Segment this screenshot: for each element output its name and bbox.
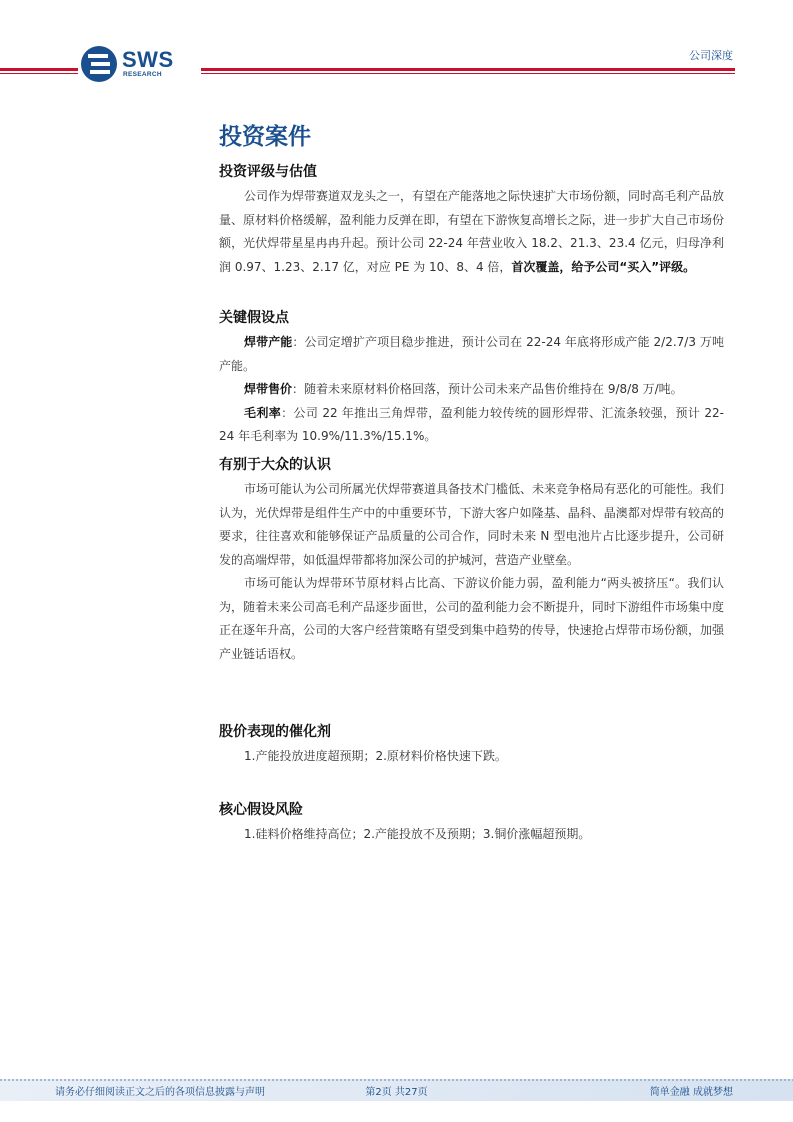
report-type: 公司深度	[689, 49, 733, 62]
risk-heading: 核心假设风险	[219, 802, 303, 818]
rating-conclusion: 首次覆盖，给予公司“买入”评级。	[511, 259, 696, 274]
risk-section	[219, 800, 724, 847]
page-number: 第2页 共27页	[365, 1087, 428, 1098]
assumptions-heading: 关键假设点	[219, 310, 289, 326]
rating-section	[219, 162, 724, 279]
catalyst-section	[219, 722, 724, 769]
page-title: 投资案件	[219, 124, 311, 150]
header-rule-right-thin	[201, 73, 735, 74]
assumption-item	[219, 331, 724, 378]
footer-slogan: 简单金融 成就梦想	[649, 1087, 733, 1098]
header-rule-right	[201, 68, 735, 71]
catalyst-heading: 股价表现的催化剂	[219, 724, 331, 740]
risk-text: 1.硅料价格维持高位；2.产能投放不及预期；3.铜价涨幅超预期。	[244, 827, 591, 841]
sws-logo-icon	[80, 45, 118, 83]
assumption-item	[219, 378, 724, 402]
logo-subtext: RESEARCH	[123, 71, 162, 78]
different-view-heading: 有别于大众的认识	[219, 457, 331, 473]
catalyst-text: 1.产能投放进度超预期；2.原材料价格快速下跌。	[244, 749, 507, 763]
assumption-label: 焊带售价	[244, 382, 293, 396]
header-rule-left-thin	[0, 73, 78, 74]
different-view-section	[219, 455, 724, 666]
header-rule-left	[0, 68, 78, 71]
assumptions-section	[219, 308, 724, 449]
assumption-item	[219, 402, 724, 449]
assumption-label: 焊带产能	[244, 335, 293, 349]
footer-disclaimer: 请务必仔细阅读正文之后的各项信息披露与声明	[55, 1087, 265, 1098]
rating-text: 公司作为焊带赛道双龙头之一，有望在产能落地之际快速扩大市场份额，同时高毛利产品放量、原材料价格缓解，盈利能力反弹在即，有望在下游恢复高增长之际，进一步扩大自己市场份额，光伏焊带星星冉冉升起。预计公司 22-24 年营业收入 18.2、21.3、23.4 亿元，归母净利润 0.97、1.23、2.17 亿，对应 PE 为 10、8、4 倍，	[219, 189, 725, 274]
assumption-text: ：公司 22 年推出三角焊带，盈利能力较传统的圆形焊带、汇流条较强，预计 22-24 年毛利率为 10.9%/11.3%/15.1%。	[219, 405, 724, 443]
assumption-label: 毛利率	[244, 405, 282, 420]
rating-heading: 投资评级与估值	[219, 164, 317, 180]
assumption-text: ：公司定增扩产项目稳步推进，预计公司在 22-24 年底将形成产能 2/2.7/3 万吨产能。	[219, 335, 724, 373]
logo-text: SWS	[122, 47, 174, 72]
assumption-text: ：随着未来原材料价格回落，预计公司未来产品售价维持在 9/8/8 万/吨。	[292, 382, 683, 396]
footer-bar	[0, 1079, 793, 1101]
rating-paragraph	[219, 185, 724, 279]
different-view-paragraph-1: 市场可能认为公司所属光伏焊带赛道具备技术门槛低、未来竞争格局有恶化的可能性。我们认为，光伏焊带是组件生产中的中重要环节，下游大客户如隆基、晶科、晶澳都对焊带有较高的要求，往往喜欢和能够保证产品质量的公司合作，同时未来 N 型电池片占比逐步提升，公司研发的高端焊带，如低温焊带都将加深公司的护城河，营造产业壁垒。	[219, 482, 725, 567]
different-view-paragraph-2: 市场可能认为焊带环节原材料占比高、下游议价能力弱，盈利能力“两头被挤压“。我们认为，随着未来公司高毛利产品逐步面世，公司的盈利能力会不断提升，同时下游组件市场集中度正在逐年升高，公司的大客户经营策略有望受到集中趋势的传导，快速抢占焊带市场份额，加强产业链话语权。	[219, 576, 724, 661]
company-logo	[80, 45, 190, 83]
